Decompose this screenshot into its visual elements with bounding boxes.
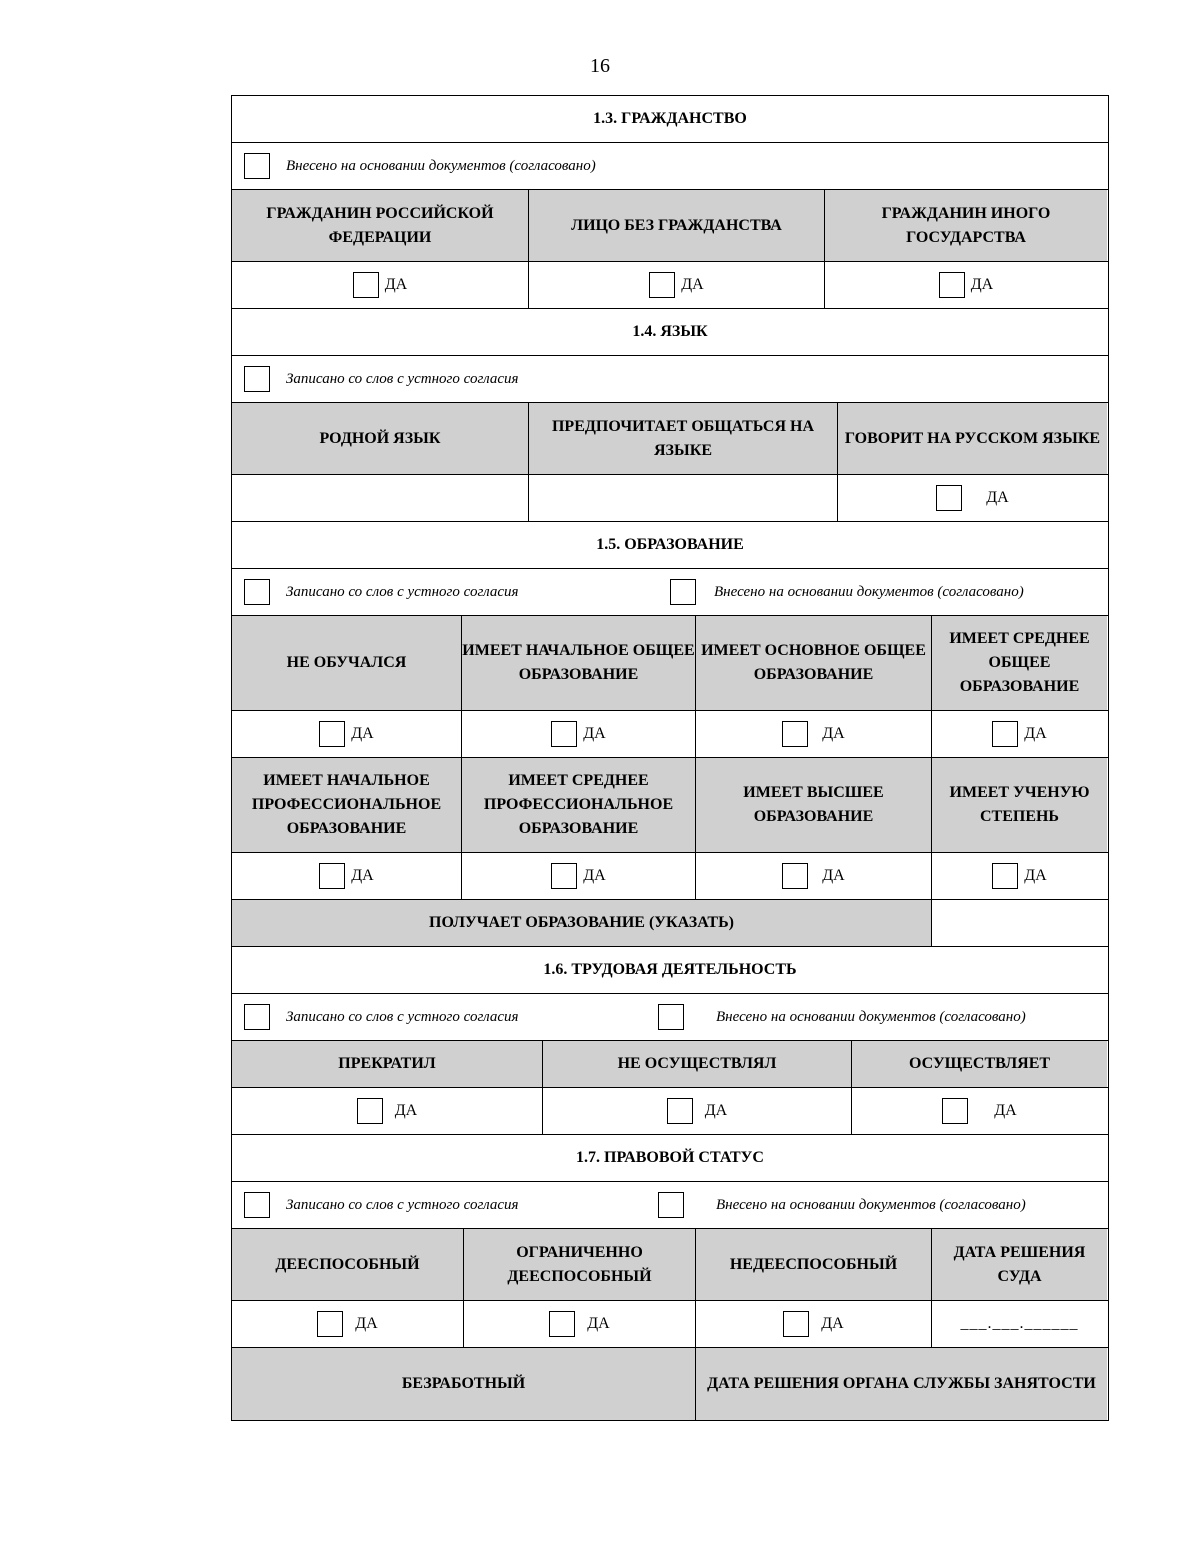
header-unemployed: БЕЗРАБОТНЫЙ xyxy=(232,1348,696,1420)
section-title-row xyxy=(232,947,1108,994)
note-oral-label: Записано со слов с устного согласия xyxy=(286,1196,519,1213)
unemployed-row xyxy=(232,1348,1108,1420)
yes-checkbox[interactable] xyxy=(649,272,675,298)
yes-label: ДА xyxy=(355,1315,378,1332)
note-cell xyxy=(232,569,1108,615)
yes-label: ДА xyxy=(1024,725,1047,742)
header-basic-general: ИМЕЕТ ОСНОВНОЕ ОБЩЕЕ ОБРАЗОВАНИЕ xyxy=(696,616,932,710)
page-number: 16 xyxy=(590,55,610,77)
yes-label: ДА xyxy=(986,489,1009,506)
studying-row xyxy=(232,900,1108,947)
header-incapable: НЕДЕЕСПОСОБНЫЙ xyxy=(696,1229,932,1300)
header-row xyxy=(232,190,1108,262)
yes-checkbox[interactable] xyxy=(551,721,577,747)
note-label: Внесено на основании документов (согласовано) xyxy=(286,157,596,174)
section-title-row xyxy=(232,1135,1108,1182)
answer-cell xyxy=(232,262,529,308)
yes-label: ДА xyxy=(994,1102,1017,1119)
yes-checkbox[interactable] xyxy=(782,863,808,889)
yes-checkbox[interactable] xyxy=(992,721,1018,747)
court-date-field[interactable] xyxy=(932,1301,1107,1347)
header-never-worked: НЕ ОСУЩЕСТВЛЯЛ xyxy=(543,1041,852,1087)
yes-checkbox[interactable] xyxy=(353,272,379,298)
yes-label: ДА xyxy=(970,276,994,293)
note-cell xyxy=(232,356,1108,402)
header-currently-studying: ПОЛУЧАЕТ ОБРАЗОВАНИЕ (УКАЗАТЬ) xyxy=(232,900,932,946)
answer-row xyxy=(232,262,1108,309)
header-academic-degree: ИМЕЕТ УЧЕНУЮ СТЕПЕНЬ xyxy=(932,758,1107,852)
answer-cell xyxy=(932,711,1107,757)
education-oral-checkbox[interactable] xyxy=(244,579,270,605)
yes-label: ДА xyxy=(583,725,606,742)
yes-checkbox[interactable] xyxy=(667,1098,693,1124)
answer-row xyxy=(232,853,1108,900)
answer-cell xyxy=(232,1301,464,1347)
yes-checkbox[interactable] xyxy=(319,721,345,747)
header-primary-general: ИМЕЕТ НАЧАЛЬНОЕ ОБЩЕЕ ОБРАЗОВАНИЕ xyxy=(462,616,696,710)
note-row xyxy=(232,994,1108,1041)
header-row xyxy=(232,1229,1108,1301)
currently-studying-field[interactable] xyxy=(932,900,1107,946)
yes-checkbox[interactable] xyxy=(992,863,1018,889)
note-label: Записано со слов с устного согласия xyxy=(286,370,519,387)
yes-label: ДА xyxy=(583,867,606,884)
answer-cell xyxy=(232,1088,543,1134)
yes-label: ДА xyxy=(681,276,704,293)
header-limited-capable: ОГРАНИЧЕННО ДЕЕСПОСОБНЫЙ xyxy=(464,1229,696,1300)
yes-checkbox[interactable] xyxy=(783,1311,809,1337)
note-row xyxy=(232,569,1108,616)
header-primary-vocational: ИМЕЕТ НАЧАЛЬНОЕ ПРОФЕССИОНАЛЬНОЕ ОБРАЗОВАНИЕ xyxy=(232,758,462,852)
header-stopped: ПРЕКРАТИЛ xyxy=(232,1041,543,1087)
answer-cell xyxy=(696,1301,932,1347)
yes-checkbox[interactable] xyxy=(782,721,808,747)
form-table xyxy=(231,95,1109,1421)
note-docs-label: Внесено на основании документов (согласовано) xyxy=(716,1196,1026,1213)
answer-cell xyxy=(462,711,696,757)
answer-cell xyxy=(464,1301,696,1347)
legal-oral-checkbox[interactable] xyxy=(244,1192,270,1218)
header-speaks-russian: ГОВОРИТ НА РУССКОМ ЯЗЫКЕ xyxy=(838,403,1107,474)
section-title-row xyxy=(232,522,1108,569)
section-title-row xyxy=(232,309,1108,356)
answer-cell xyxy=(932,853,1107,899)
answer-cell xyxy=(543,1088,852,1134)
header-stateless: ЛИЦО БЕЗ ГРАЖДАНСТВА xyxy=(529,190,825,261)
answer-cell xyxy=(852,1088,1107,1134)
yes-label: ДА xyxy=(822,867,845,884)
note-row xyxy=(232,356,1108,403)
employment-docs-checkbox[interactable] xyxy=(658,1004,684,1030)
yes-label: ДА xyxy=(351,725,374,742)
yes-label: ДА xyxy=(704,1102,728,1119)
yes-checkbox[interactable] xyxy=(942,1098,968,1124)
preferred-language-field[interactable] xyxy=(529,475,838,521)
note-oral-label: Записано со слов с устного согласия xyxy=(286,1008,519,1025)
note-row xyxy=(232,143,1108,190)
header-higher: ИМЕЕТ ВЫСШЕЕ ОБРАЗОВАНИЕ xyxy=(696,758,932,852)
yes-label: ДА xyxy=(351,867,374,884)
yes-label: ДА xyxy=(587,1315,610,1332)
answer-cell xyxy=(232,853,462,899)
header-native-language: РОДНОЙ ЯЗЫК xyxy=(232,403,529,474)
section-title-employment: 1.6. ТРУДОВАЯ ДЕЯТЕЛЬНОСТЬ xyxy=(543,961,797,978)
section-title-language: 1.4. ЯЗЫК xyxy=(632,323,708,340)
note-cell xyxy=(232,994,1108,1040)
yes-label: ДА xyxy=(822,725,845,742)
header-no-education: НЕ ОБУЧАЛСЯ xyxy=(232,616,462,710)
header-court-date: ДАТА РЕШЕНИЯ СУДА xyxy=(932,1229,1107,1300)
yes-checkbox[interactable] xyxy=(549,1311,575,1337)
note-docs-label: Внесено на основании документов (согласовано) xyxy=(716,1008,1026,1025)
section-title-legal-status: 1.7. ПРАВОВОЙ СТАТУС xyxy=(576,1149,764,1166)
header-secondary-vocational: ИМЕЕТ СРЕДНЕЕ ПРОФЕССИОНАЛЬНОЕ ОБРАЗОВАНИЕ xyxy=(462,758,696,852)
answer-cell xyxy=(825,262,1107,308)
note-row xyxy=(232,1182,1108,1229)
answer-cell xyxy=(462,853,696,899)
header-row xyxy=(232,403,1108,475)
header-capable: ДЕЕСПОСОБНЫЙ xyxy=(232,1229,464,1300)
note-cell xyxy=(232,1182,1108,1228)
yes-checkbox[interactable] xyxy=(936,485,962,511)
court-date-placeholder: ___.___.______ xyxy=(960,1315,1079,1332)
header-employment-service-date: ДАТА РЕШЕНИЯ ОРГАНА СЛУЖБЫ ЗАНЯТОСТИ xyxy=(696,1348,1107,1420)
note-cell xyxy=(232,143,1108,189)
answer-cell xyxy=(696,853,932,899)
header-working: ОСУЩЕСТВЛЯЕТ xyxy=(852,1041,1107,1087)
citizenship-docs-checkbox[interactable] xyxy=(244,153,270,179)
header-foreign-citizen: ГРАЖДАНИН ИНОГО ГОСУДАРСТВА xyxy=(825,190,1107,261)
header-row xyxy=(232,758,1108,853)
answer-cell xyxy=(529,262,825,308)
answer-row xyxy=(232,711,1108,758)
yes-label: ДА xyxy=(821,1315,844,1332)
note-oral-label: Записано со слов с устного согласия xyxy=(286,583,519,600)
header-russian-citizen: ГРАЖДАНИН РОССИЙСКОЙ ФЕДЕРАЦИИ xyxy=(232,190,529,261)
employment-oral-checkbox[interactable] xyxy=(244,1004,270,1030)
header-secondary-general: ИМЕЕТ СРЕДНЕЕ ОБЩЕЕ ОБРАЗОВАНИЕ xyxy=(932,616,1107,710)
yes-label: ДА xyxy=(1024,867,1047,884)
answer-cell xyxy=(232,711,462,757)
note-docs-label: Внесено на основании документов (согласовано) xyxy=(714,583,1024,600)
language-oral-checkbox[interactable] xyxy=(244,366,270,392)
yes-label: ДА xyxy=(394,1102,418,1119)
section-title-citizenship: 1.3. ГРАЖДАНСТВО xyxy=(593,110,747,127)
answer-row xyxy=(232,475,1108,522)
header-row xyxy=(232,616,1108,711)
answer-row xyxy=(232,1301,1108,1348)
section-title-education: 1.5. ОБРАЗОВАНИЕ xyxy=(596,536,744,553)
yes-checkbox[interactable] xyxy=(551,863,577,889)
yes-checkbox[interactable] xyxy=(319,863,345,889)
section-title-row xyxy=(232,96,1108,143)
yes-checkbox[interactable] xyxy=(357,1098,383,1124)
answer-cell xyxy=(696,711,932,757)
legal-docs-checkbox[interactable] xyxy=(658,1192,684,1218)
yes-checkbox[interactable] xyxy=(939,272,965,298)
header-row xyxy=(232,1041,1108,1088)
education-docs-checkbox[interactable] xyxy=(670,579,696,605)
header-preferred-language: ПРЕДПОЧИТАЕТ ОБЩАТЬСЯ НА ЯЗЫКЕ xyxy=(529,403,838,474)
answer-cell xyxy=(838,475,1107,521)
yes-label: ДА xyxy=(384,276,408,293)
yes-checkbox[interactable] xyxy=(317,1311,343,1337)
native-language-field[interactable] xyxy=(232,475,529,521)
answer-row xyxy=(232,1088,1108,1135)
